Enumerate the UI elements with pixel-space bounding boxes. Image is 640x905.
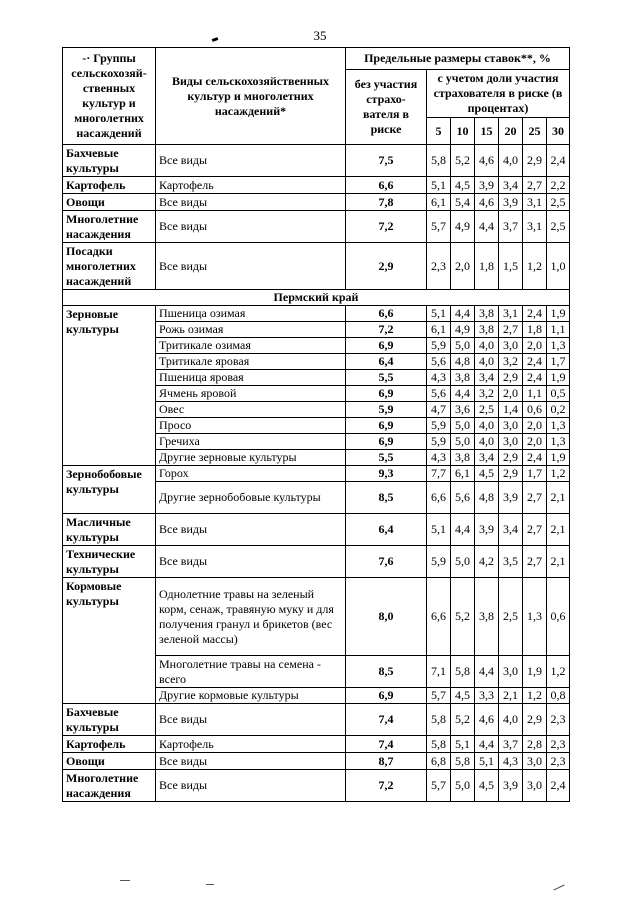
rate-cell: 5,7 bbox=[427, 770, 451, 802]
rate-cell: 1,2 bbox=[547, 466, 570, 482]
base-rate-cell: 6,9 bbox=[346, 386, 427, 402]
group-cell: Картофель bbox=[63, 736, 156, 753]
rate-cell: 5,1 bbox=[427, 514, 451, 546]
rate-cell: 6,6 bbox=[427, 482, 451, 514]
rate-cell: 5,6 bbox=[427, 386, 451, 402]
rate-cell: 3,0 bbox=[499, 338, 523, 354]
table-row bbox=[63, 770, 570, 802]
rate-cell: 3,4 bbox=[475, 370, 499, 386]
kind-cell: Другие зернобобовые культуры bbox=[156, 482, 346, 514]
rate-cell: 2,3 bbox=[427, 243, 451, 290]
scan-mark bbox=[553, 885, 564, 891]
kind-cell: Все виды bbox=[156, 753, 346, 770]
rate-cell: 5,2 bbox=[451, 704, 475, 736]
rate-cell: 4,9 bbox=[451, 322, 475, 338]
rate-cell: 4,8 bbox=[451, 354, 475, 370]
header-group-label: Группы сельскохозяй-ственных культур и многолетних насаждений bbox=[71, 51, 147, 140]
rate-cell: 1,9 bbox=[547, 306, 570, 322]
rate-cell: 4,6 bbox=[475, 145, 499, 177]
table-row bbox=[63, 514, 570, 546]
rate-cell: 5,8 bbox=[427, 704, 451, 736]
rate-cell: 1,9 bbox=[547, 370, 570, 386]
group-cell: Бахчевые культуры bbox=[63, 145, 156, 177]
rate-cell: 3,8 bbox=[475, 306, 499, 322]
rate-cell: 2,7 bbox=[499, 322, 523, 338]
scan-mark bbox=[206, 884, 214, 885]
group-cell: Многолетние насаждения bbox=[63, 211, 156, 243]
header-kind: Виды сельскохозяйственных культур и многолетних насаждений* bbox=[156, 48, 346, 145]
group-cell: Многолетние насаждения bbox=[63, 770, 156, 802]
rate-cell: 3,1 bbox=[523, 194, 547, 211]
insurance-rates-table bbox=[62, 47, 570, 802]
base-rate-cell: 5,9 bbox=[346, 402, 427, 418]
group-cell: Бахчевые культуры bbox=[63, 704, 156, 736]
group-cell: Овощи bbox=[63, 194, 156, 211]
kind-cell: Все виды bbox=[156, 770, 346, 802]
rate-cell: 1,5 bbox=[499, 243, 523, 290]
base-rate-cell: 6,9 bbox=[346, 434, 427, 450]
rate-cell: 4,4 bbox=[451, 306, 475, 322]
kind-cell: Многолетние травы на семена - всего bbox=[156, 656, 346, 688]
rate-cell: 3,0 bbox=[499, 434, 523, 450]
kind-cell: Однолетние травы на зеленый корм, сенаж, травяную муку и для получения гранул и брикетов (вес зеленой массы) bbox=[156, 578, 346, 656]
table-row bbox=[63, 704, 570, 736]
rate-cell: 2,9 bbox=[499, 466, 523, 482]
rate-cell: 5,6 bbox=[451, 482, 475, 514]
group-cell: Зерновые культуры bbox=[63, 306, 156, 466]
kind-cell: Пшеница озимая bbox=[156, 306, 346, 322]
kind-cell: Тритикале яровая bbox=[156, 354, 346, 370]
rate-cell: 2,9 bbox=[499, 370, 523, 386]
rate-cell: 1,2 bbox=[523, 688, 547, 704]
rate-cell: 2,4 bbox=[523, 450, 547, 466]
kind-cell: Овес bbox=[156, 402, 346, 418]
rate-cell: 1,2 bbox=[523, 243, 547, 290]
rate-cell: 5,0 bbox=[451, 770, 475, 802]
rate-cell: 2,7 bbox=[523, 514, 547, 546]
rate-cell: 0,8 bbox=[547, 688, 570, 704]
rate-cell: 2,4 bbox=[523, 370, 547, 386]
rate-cell: 3,7 bbox=[499, 736, 523, 753]
rate-cell: 3,8 bbox=[451, 370, 475, 386]
region-row bbox=[63, 290, 570, 306]
base-rate-cell: 8,5 bbox=[346, 482, 427, 514]
rate-cell: 0,2 bbox=[547, 402, 570, 418]
kind-cell: Все виды bbox=[156, 145, 346, 177]
rate-cell: 2,0 bbox=[523, 338, 547, 354]
rate-cell: 5,6 bbox=[427, 354, 451, 370]
kind-cell: Пшеница яровая bbox=[156, 370, 346, 386]
rate-cell: 1,3 bbox=[547, 418, 570, 434]
rate-cell: 5,7 bbox=[427, 688, 451, 704]
kind-cell: Другие кормовые культуры bbox=[156, 688, 346, 704]
rate-cell: 3,9 bbox=[475, 514, 499, 546]
rate-cell: 5,0 bbox=[451, 434, 475, 450]
rate-cell: 3,2 bbox=[475, 386, 499, 402]
kind-cell: Все виды bbox=[156, 194, 346, 211]
rate-cell: 3,7 bbox=[499, 211, 523, 243]
base-rate-cell: 7,4 bbox=[346, 704, 427, 736]
kind-cell: Рожь озимая bbox=[156, 322, 346, 338]
rate-cell: 4,3 bbox=[427, 370, 451, 386]
rate-cell: 2,3 bbox=[547, 753, 570, 770]
kind-cell: Картофель bbox=[156, 736, 346, 753]
rate-cell: 2,4 bbox=[523, 354, 547, 370]
rate-cell: 5,0 bbox=[451, 338, 475, 354]
kind-cell: Просо bbox=[156, 418, 346, 434]
kind-cell: Горох bbox=[156, 466, 346, 482]
rate-cell: 1,2 bbox=[547, 656, 570, 688]
kind-cell: Гречиха bbox=[156, 434, 346, 450]
table-row bbox=[63, 145, 570, 177]
rate-cell: 4,0 bbox=[475, 434, 499, 450]
group-cell: Кормовые культуры bbox=[63, 578, 156, 704]
rate-cell: 2,8 bbox=[523, 736, 547, 753]
rate-cell: 3,9 bbox=[475, 177, 499, 194]
rate-cell: 4,0 bbox=[499, 145, 523, 177]
rate-cell: 2,9 bbox=[523, 704, 547, 736]
rate-cell: 5,9 bbox=[427, 546, 451, 578]
table-row bbox=[63, 466, 570, 482]
base-rate-cell: 7,2 bbox=[346, 770, 427, 802]
rate-cell: 5,9 bbox=[427, 338, 451, 354]
rate-cell: 1,1 bbox=[547, 322, 570, 338]
rate-cell: 2,2 bbox=[547, 177, 570, 194]
rate-cell: 4,4 bbox=[451, 514, 475, 546]
rate-cell: 1,3 bbox=[523, 578, 547, 656]
rate-cell: 3,2 bbox=[499, 354, 523, 370]
table-row bbox=[63, 753, 570, 770]
header-group bbox=[63, 48, 156, 145]
rate-cell: 2,1 bbox=[547, 546, 570, 578]
table-row bbox=[63, 243, 570, 290]
base-rate-cell: 6,6 bbox=[346, 306, 427, 322]
base-rate-cell: 6,9 bbox=[346, 418, 427, 434]
base-rate-cell: 6,4 bbox=[346, 514, 427, 546]
rate-cell: 1,8 bbox=[475, 243, 499, 290]
table-row bbox=[63, 306, 570, 322]
kind-cell: Все виды bbox=[156, 514, 346, 546]
rate-cell: 5,8 bbox=[451, 656, 475, 688]
rate-cell: 4,4 bbox=[475, 736, 499, 753]
rate-cell: 1,4 bbox=[499, 402, 523, 418]
base-rate-cell: 8,0 bbox=[346, 578, 427, 656]
kind-cell: Все виды bbox=[156, 211, 346, 243]
rate-cell: 6,1 bbox=[427, 322, 451, 338]
rate-cell: 5,8 bbox=[451, 753, 475, 770]
table-row bbox=[63, 194, 570, 211]
group-cell: Зернобобовые культуры bbox=[63, 466, 156, 514]
rate-cell: 2,9 bbox=[499, 450, 523, 466]
rate-cell: 3,3 bbox=[475, 688, 499, 704]
base-rate-cell: 5,5 bbox=[346, 450, 427, 466]
base-rate-cell: 9,3 bbox=[346, 466, 427, 482]
rate-cell: 3,4 bbox=[499, 177, 523, 194]
rate-cell: 2,7 bbox=[523, 546, 547, 578]
rate-cell: 2,4 bbox=[547, 770, 570, 802]
base-rate-cell: 7,2 bbox=[346, 322, 427, 338]
rate-cell: 5,1 bbox=[451, 736, 475, 753]
rate-cell: 5,9 bbox=[427, 418, 451, 434]
rate-cell: 3,1 bbox=[499, 306, 523, 322]
base-rate-cell: 6,4 bbox=[346, 354, 427, 370]
share-percent-15: 15 bbox=[475, 118, 499, 145]
share-percent-25: 25 bbox=[523, 118, 547, 145]
base-rate-cell: 7,2 bbox=[346, 211, 427, 243]
group-cell: Картофель bbox=[63, 177, 156, 194]
header-limits: Предельные размеры ставок**, % bbox=[346, 48, 570, 70]
rate-cell: 5,8 bbox=[427, 736, 451, 753]
kind-cell: Тритикале озимая bbox=[156, 338, 346, 354]
rate-cell: 1,7 bbox=[547, 354, 570, 370]
share-percent-5: 5 bbox=[427, 118, 451, 145]
base-rate-cell: 6,9 bbox=[346, 338, 427, 354]
rate-cell: 5,4 bbox=[451, 194, 475, 211]
header-prefix: -· bbox=[82, 51, 91, 65]
rate-cell: 3,9 bbox=[499, 770, 523, 802]
rate-cell: 3,8 bbox=[451, 450, 475, 466]
rate-cell: 3,0 bbox=[499, 418, 523, 434]
group-cell: Масличные культуры bbox=[63, 514, 156, 546]
rate-cell: 2,1 bbox=[547, 514, 570, 546]
rate-cell: 3,4 bbox=[499, 514, 523, 546]
rate-cell: 5,2 bbox=[451, 578, 475, 656]
rate-cell: 6,1 bbox=[427, 194, 451, 211]
rate-cell: 2,1 bbox=[547, 482, 570, 514]
region-title: Пермский край bbox=[63, 290, 570, 306]
rate-cell: 4,5 bbox=[475, 466, 499, 482]
table-row bbox=[63, 177, 570, 194]
rate-cell: 2,0 bbox=[523, 434, 547, 450]
rate-cell: 2,3 bbox=[547, 704, 570, 736]
rate-cell: 4,4 bbox=[451, 386, 475, 402]
base-rate-cell: 7,6 bbox=[346, 546, 427, 578]
rate-cell: 6,6 bbox=[427, 578, 451, 656]
rate-cell: 4,3 bbox=[499, 753, 523, 770]
rate-cell: 4,0 bbox=[475, 354, 499, 370]
base-rate-cell: 8,5 bbox=[346, 656, 427, 688]
rate-cell: 5,1 bbox=[427, 177, 451, 194]
rate-cell: 5,0 bbox=[451, 418, 475, 434]
base-rate-cell: 8,7 bbox=[346, 753, 427, 770]
rate-cell: 2,5 bbox=[475, 402, 499, 418]
base-rate-cell: 7,5 bbox=[346, 145, 427, 177]
rate-cell: 7,1 bbox=[427, 656, 451, 688]
rate-cell: 2,7 bbox=[523, 177, 547, 194]
rate-cell: 5,1 bbox=[427, 306, 451, 322]
rate-cell: 4,0 bbox=[475, 418, 499, 434]
page-number: 35 bbox=[313, 28, 327, 43]
base-rate-cell: 7,8 bbox=[346, 194, 427, 211]
rate-cell: 0,6 bbox=[523, 402, 547, 418]
rate-cell: 0,5 bbox=[547, 386, 570, 402]
rate-cell: 1,0 bbox=[547, 243, 570, 290]
rate-cell: 3,8 bbox=[475, 322, 499, 338]
rate-cell: 3,6 bbox=[451, 402, 475, 418]
rate-cell: 2,3 bbox=[547, 736, 570, 753]
rate-cell: 5,8 bbox=[427, 145, 451, 177]
base-rate-cell: 7,4 bbox=[346, 736, 427, 753]
rate-cell: 2,5 bbox=[499, 578, 523, 656]
rate-cell: 2,5 bbox=[547, 194, 570, 211]
rate-cell: 4,0 bbox=[499, 704, 523, 736]
rate-cell: 3,0 bbox=[523, 753, 547, 770]
rate-cell: 1,8 bbox=[523, 322, 547, 338]
rate-cell: 3,1 bbox=[523, 211, 547, 243]
rate-cell: 4,5 bbox=[451, 688, 475, 704]
table-row bbox=[63, 211, 570, 243]
rate-cell: 1,9 bbox=[523, 656, 547, 688]
rate-cell: 2,7 bbox=[523, 482, 547, 514]
rate-cell: 6,8 bbox=[427, 753, 451, 770]
group-cell: Технические культуры bbox=[63, 546, 156, 578]
share-percent-10: 10 bbox=[451, 118, 475, 145]
header-no-share: без участия страхо-вателя в риске bbox=[346, 70, 427, 145]
rate-cell: 4,2 bbox=[475, 546, 499, 578]
rate-cell: 5,9 bbox=[427, 434, 451, 450]
rate-cell: 2,1 bbox=[499, 688, 523, 704]
rate-cell: 3,4 bbox=[475, 450, 499, 466]
header-with-share: с учетом доли участия страхователя в риске (в процентах) bbox=[427, 70, 570, 118]
rate-cell: 2,4 bbox=[523, 306, 547, 322]
table-row bbox=[63, 546, 570, 578]
rate-cell: 4,0 bbox=[475, 338, 499, 354]
share-percent-30: 30 bbox=[547, 118, 570, 145]
rate-cell: 3,0 bbox=[523, 770, 547, 802]
rate-cell: 4,4 bbox=[475, 211, 499, 243]
base-rate-cell: 2,9 bbox=[346, 243, 427, 290]
base-rate-cell: 5,5 bbox=[346, 370, 427, 386]
rate-cell: 0,6 bbox=[547, 578, 570, 656]
rate-cell: 3,0 bbox=[499, 656, 523, 688]
table-row bbox=[63, 578, 570, 656]
kind-cell: Все виды bbox=[156, 546, 346, 578]
rate-cell: 3,8 bbox=[475, 578, 499, 656]
rate-cell: 1,9 bbox=[547, 450, 570, 466]
rate-cell: 4,9 bbox=[451, 211, 475, 243]
rate-cell: 2,0 bbox=[451, 243, 475, 290]
share-percent-20: 20 bbox=[499, 118, 523, 145]
kind-cell: Ячмень яровой bbox=[156, 386, 346, 402]
rate-cell: 3,9 bbox=[499, 194, 523, 211]
rate-cell: 4,4 bbox=[475, 656, 499, 688]
rate-cell: 1,7 bbox=[523, 466, 547, 482]
kind-cell: Все виды bbox=[156, 704, 346, 736]
rate-cell: 7,7 bbox=[427, 466, 451, 482]
rate-cell: 5,1 bbox=[475, 753, 499, 770]
rate-cell: 2,4 bbox=[547, 145, 570, 177]
rate-cell: 2,0 bbox=[499, 386, 523, 402]
rate-cell: 2,9 bbox=[523, 145, 547, 177]
kind-cell: Все виды bbox=[156, 243, 346, 290]
rate-cell: 4,5 bbox=[475, 770, 499, 802]
base-rate-cell: 6,9 bbox=[346, 688, 427, 704]
rate-cell: 1,3 bbox=[547, 434, 570, 450]
table-row bbox=[63, 736, 570, 753]
rate-cell: 4,3 bbox=[427, 450, 451, 466]
kind-cell: Другие зерновые культуры bbox=[156, 450, 346, 466]
rate-cell: 4,6 bbox=[475, 704, 499, 736]
rate-cell: 4,5 bbox=[451, 177, 475, 194]
rate-cell: 2,5 bbox=[547, 211, 570, 243]
kind-cell: Картофель bbox=[156, 177, 346, 194]
group-cell: Посадки многолетних насаждений bbox=[63, 243, 156, 290]
rate-cell: 5,7 bbox=[427, 211, 451, 243]
rate-cell: 4,8 bbox=[475, 482, 499, 514]
group-cell: Овощи bbox=[63, 753, 156, 770]
base-rate-cell: 6,6 bbox=[346, 177, 427, 194]
rate-cell: 5,0 bbox=[451, 546, 475, 578]
rate-cell: 4,7 bbox=[427, 402, 451, 418]
rate-cell: 4,6 bbox=[475, 194, 499, 211]
rate-cell: 1,3 bbox=[547, 338, 570, 354]
rate-cell: 3,5 bbox=[499, 546, 523, 578]
header-row bbox=[63, 48, 570, 70]
rate-cell: 1,1 bbox=[523, 386, 547, 402]
rate-cell: 2,0 bbox=[523, 418, 547, 434]
rate-cell: 5,2 bbox=[451, 145, 475, 177]
rate-cell: 3,9 bbox=[499, 482, 523, 514]
rate-cell: 6,1 bbox=[451, 466, 475, 482]
scan-mark bbox=[120, 880, 130, 881]
